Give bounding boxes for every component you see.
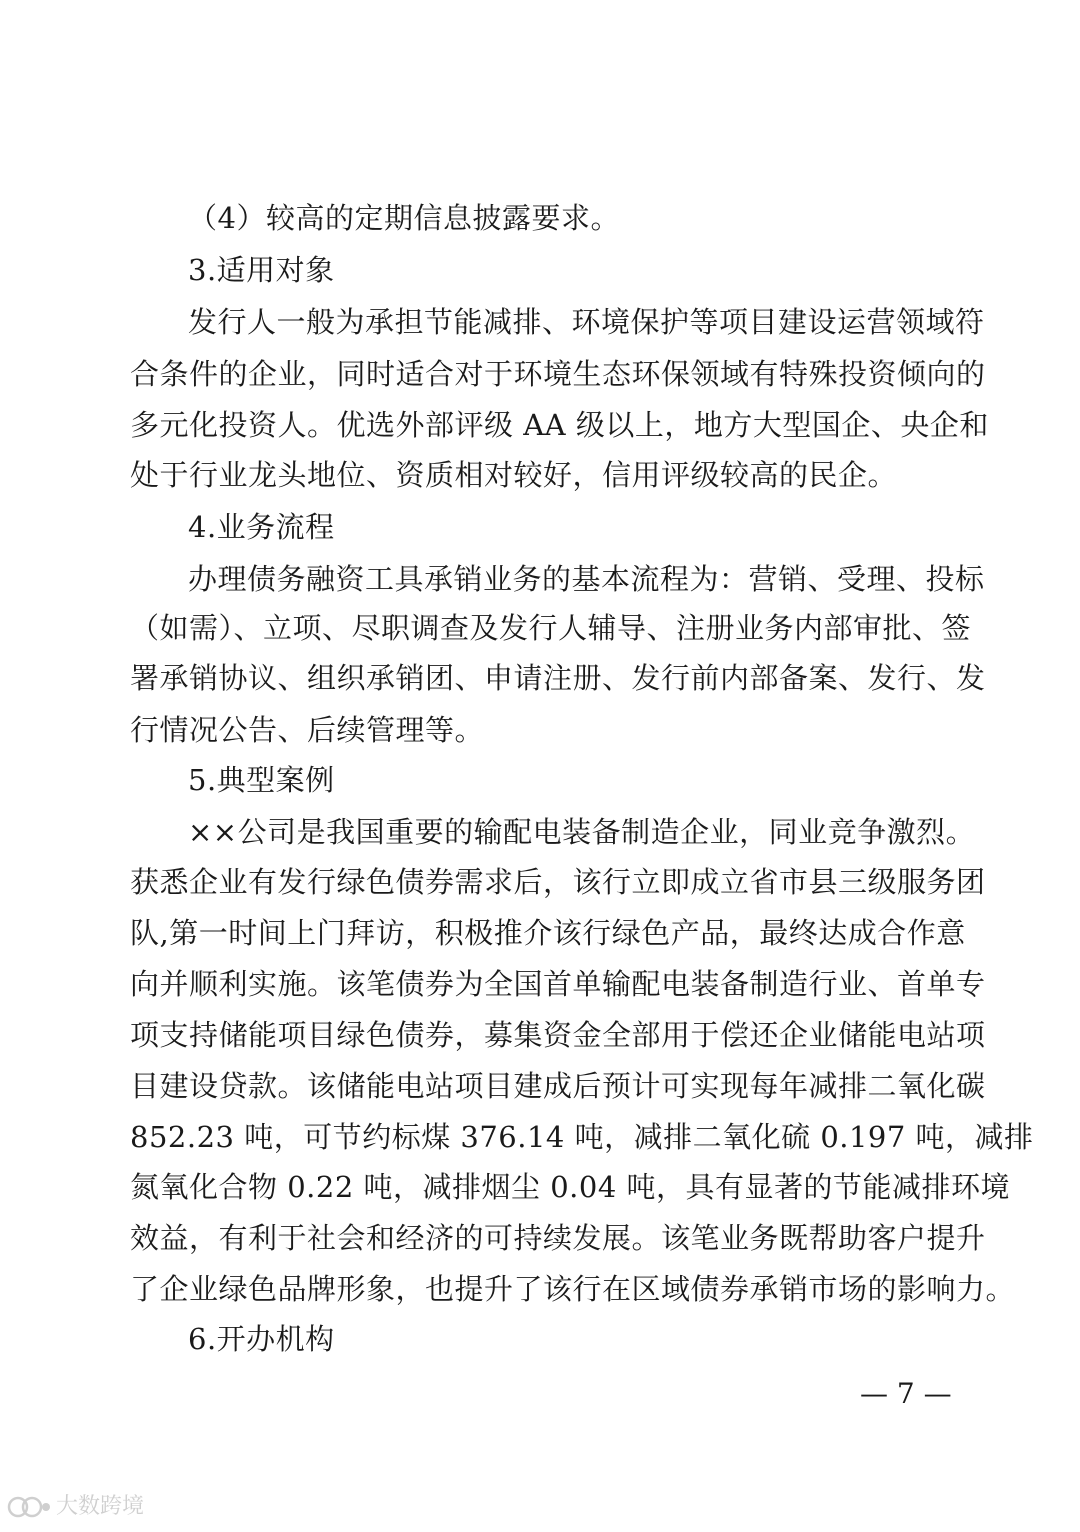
watermark-text: 大数跨境 [56,1494,145,1519]
paragraph-line: 行情况公告、后续管理等。 [130,713,485,747]
list-item-disclosure-requirement: （4）较高的定期信息披露要求。 [188,201,620,235]
paragraph-line: 发行人一般为承担节能减排、环境保护等项目建设运营领域符 [188,305,985,339]
section-heading-applicable-objects: 3.适用对象 [188,253,335,287]
section-heading-typical-case: 5.典型案例 [188,763,335,797]
paragraph-line: 效益，有利于社会和经济的可持续发展。该笔业务既帮助客户提升 [130,1221,986,1255]
paragraph-line: 向并顺利实施。该笔债券为全国首单输配电装备制造行业、首单专 [130,967,986,1001]
paragraph-line: 目建设贷款。该储能电站项目建成后预计可实现每年减排二氧化碳 [130,1069,986,1103]
paragraph-line: 合条件的企业，同时适合对于环境生态环保领域有特殊投资倾向的 [130,357,986,391]
paragraph-line: 项支持储能项目绿色债券，募集资金全部用于偿还企业储能电站项 [130,1018,986,1052]
paragraph-line: 了企业绿色品牌形象，也提升了该行在区域债券承销市场的影响力。 [130,1272,1016,1306]
paragraph-line: ××公司是我国重要的输配电装备制造企业，同业竞争激烈。 [188,815,976,849]
watermark [6,1494,144,1520]
watermark-logo-icon [6,1494,52,1520]
paragraph-line: 852.23 吨，可节约标煤 376.14 吨，减排二氧化硫 0.197 吨，减排 [130,1120,1034,1154]
paragraph-line: 处于行业龙头地位、资质相对较好，信用评级较高的民企。 [130,458,898,492]
paragraph-line: 氮氧化合物 0.22 吨，减排烟尘 0.04 吨，具有显著的节能减排环境 [130,1170,1011,1204]
section-heading-business-process: 4.业务流程 [188,510,335,544]
paragraph-line: 多元化投资人。优选外部评级 AA 级以上，地方大型国企、央企和 [130,408,989,442]
section-heading-operating-institutions: 6.开办机构 [188,1322,335,1356]
paragraph-line: 办理债务融资工具承销业务的基本流程为：营销、受理、投标 [188,562,985,596]
paragraph-line: 队,第一时间上门拜访，积极推介该行绿色产品，最终达成合作意 [130,916,966,950]
paragraph-line: （如需）、立项、尽职调查及发行人辅导、注册业务内部审批、签 [130,611,972,645]
paragraph-line: 获悉企业有发行绿色债券需求后，该行立即成立省市县三级服务团 [130,865,986,899]
page-number: — 7 — [860,1377,952,1410]
paragraph-line: 署承销协议、组织承销团、申请注册、发行前内部备案、发行、发 [130,661,986,695]
